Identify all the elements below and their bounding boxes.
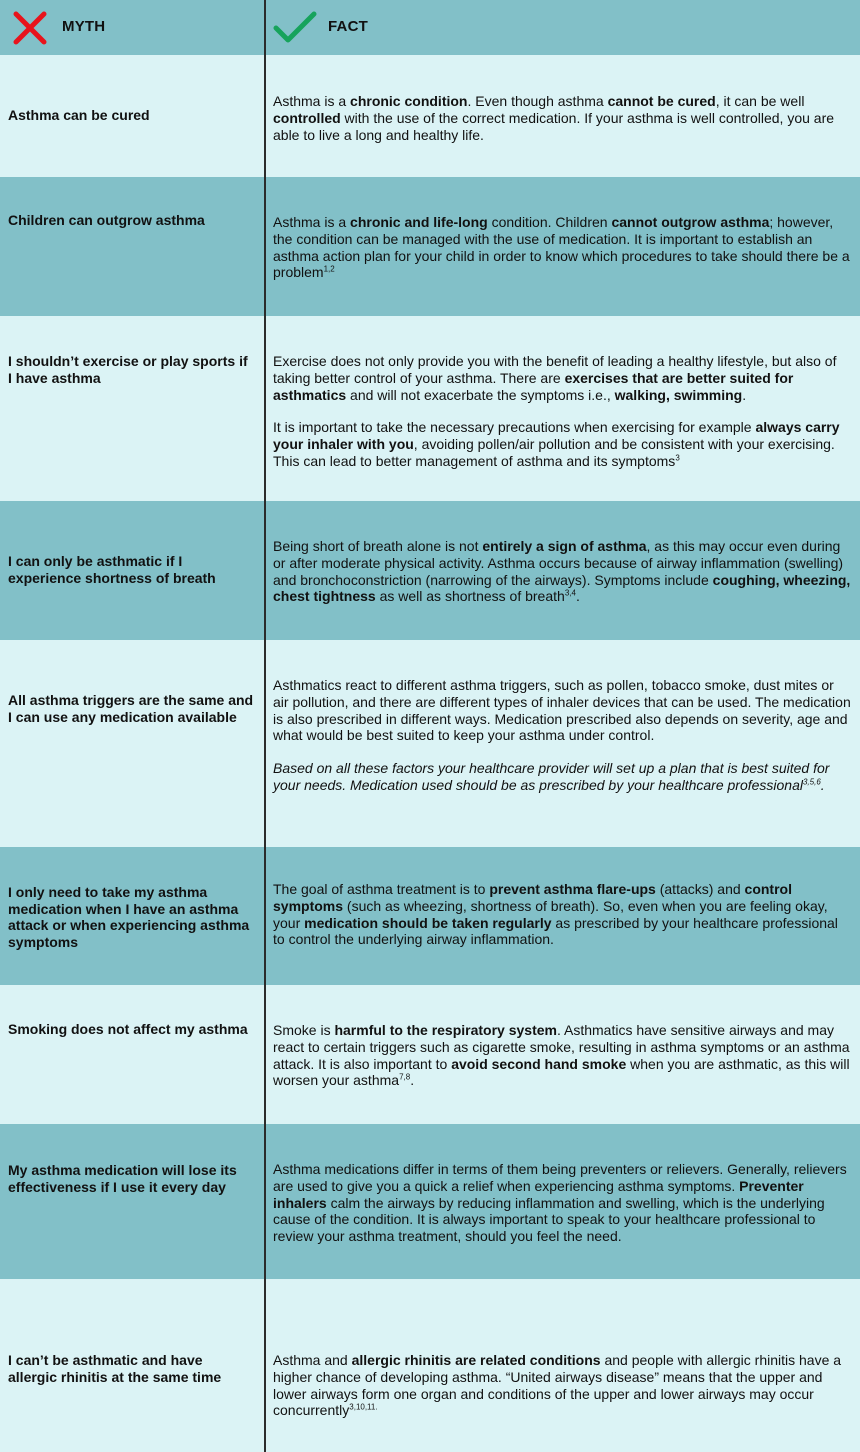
fact-column-header: FACT — [328, 18, 368, 35]
fact-text — [273, 93, 853, 143]
reference-superscript: 3,5,6 — [802, 777, 821, 787]
fact-paragraph — [273, 214, 853, 281]
emphasis-text: walking, swimming — [614, 386, 743, 403]
table-row — [0, 985, 860, 1124]
emphasis-text: coughing, wheezing, chest tightness — [273, 571, 851, 605]
emphasis-text: allergic rhinitis are related conditions — [351, 1352, 601, 1368]
fact-text-segment: . Even though asthma — [467, 93, 608, 109]
fact-paragraph — [273, 677, 853, 744]
fact-text-segment: Asthma and — [273, 1352, 352, 1368]
table-row — [0, 847, 860, 985]
emphasis-text: always carry your inhaler with you — [273, 419, 840, 453]
fact-text-segment: . Asthmatics have sensitive airways and may react to certain triggers such as cigarette smoke, resulting in asthma symptoms or an asthma attack. It is also important to — [273, 1022, 850, 1072]
fact-text — [273, 1022, 853, 1089]
fact-text-segment: . — [410, 1072, 415, 1089]
fact-text-segment: with the use of the correct medication. If your asthma is well controlled, you are able to live a long and healthy life. — [273, 109, 835, 143]
myth-text: I only need to take my asthma medication when I have an asthma attack or when experiencing asthma symptoms — [8, 884, 250, 950]
table-row — [0, 55, 860, 177]
fact-text-segment: , avoiding pollen/air pollution and be consistent with your exercising. This can lead to better management of asthma and its symptoms — [273, 436, 835, 469]
table-row — [0, 501, 860, 640]
emphasis-text: controlled — [273, 109, 341, 126]
fact-text-segment: Asthma medications differ in terms of them being preventers or relievers. Generally, relievers are used to give you a quick a relief when experiencing asthma symptoms. — [273, 1161, 847, 1194]
myth-text: My asthma medication will lose its effectiveness if I use it every day — [8, 1162, 237, 1195]
myth-text: I can only be asthmatic if I experience shortness of breath — [8, 553, 216, 586]
cross-icon — [12, 11, 48, 45]
myth-text: Children can outgrow asthma — [8, 212, 205, 228]
fact-text-segment: Exercise does not only provide you with the benefit of leading a healthy lifestyle, but also of taking better control of your asthma. There are — [273, 353, 837, 386]
fact-text — [273, 1161, 853, 1245]
fact-text-segment: condition. Children — [487, 214, 612, 230]
fact-text — [273, 881, 853, 948]
fact-text-segment: (such as wheezing, shortness of breath). So, even when you are feeling okay, your — [273, 897, 828, 931]
fact-text-segment: Based on all these factors your healthcare provider will set up a plan that is best suited for your needs. Medication used should be as prescribed by your healthcare professional — [273, 760, 830, 793]
myth-text: All asthma triggers are the same and I can use any medication available — [8, 692, 254, 725]
fact-text-segment: The goal of asthma treatment is to — [273, 881, 490, 897]
emphasis-text: medication should be taken regularly — [304, 914, 552, 931]
emphasis-text: entirely a sign of asthma — [482, 538, 647, 554]
table-row — [0, 1279, 860, 1452]
fact-text-segment: . — [742, 386, 747, 403]
fact-text-segment: Asthmatics react to different asthma triggers, such as pollen, tobacco smoke, dust mites or air pollution, and there are different types of inhaler devices that can be used. The medication is also prescribed in different ways. Medication prescribed also depends on severity, age and what would be best suited to keep your asthma under control. — [273, 677, 851, 744]
emphasis-text: chronic and life-long — [350, 214, 488, 230]
reference-superscript: 3,10,11. — [349, 1402, 378, 1412]
fact-text-segment: ; however, the condition can be managed with the use of medication. It is important to establish an asthma action plan for your child in order to know which procedures to take should there be a problem — [273, 214, 850, 281]
fact-paragraph — [273, 93, 853, 143]
fact-text — [273, 677, 853, 794]
emphasis-text: exercises that are better suited for asthmatics — [273, 369, 794, 403]
fact-paragraph — [273, 1161, 853, 1245]
column-divider — [264, 0, 266, 1452]
fact-text-segment: calm the airways by reducing inflammation and swelling, which is the underlying cause of the condition. It is always important to speak to your healthcare professional to review your asthma treatment, should you feel the need. — [273, 1194, 825, 1245]
emphasis-text: Preventer inhalers — [273, 1177, 804, 1211]
fact-text — [273, 214, 853, 281]
myth-column-header: MYTH — [62, 18, 106, 35]
fact-text-segment: , as this may occur even during or after moderate physical activity. Asthma occurs because of airway inflammation (swelling) and bronchoconstriction (narrowing of the airways). Symptoms include — [273, 538, 844, 588]
fact-text-segment: Asthma is a — [273, 93, 351, 109]
fact-text-segment: It is important to take the necessary precautions when exercising for example — [273, 419, 756, 436]
reference-superscript: 3 — [675, 453, 680, 463]
table-row — [0, 316, 860, 501]
fact-text-segment: , it can be well — [715, 93, 805, 109]
fact-text-segment: Smoke is — [273, 1022, 335, 1038]
fact-text — [273, 1352, 853, 1419]
fact-paragraph — [273, 538, 853, 605]
fact-text — [273, 353, 853, 470]
fact-text-segment: (attacks) and — [655, 881, 745, 897]
reference-superscript: 3,4 — [564, 588, 576, 598]
table-row — [0, 1124, 860, 1279]
fact-text — [273, 538, 853, 605]
myth-text: I shouldn’t exercise or play sports if I have asthma — [8, 353, 248, 386]
fact-text-segment: and will not exacerbate the symptoms i.e., — [346, 386, 615, 403]
emphasis-text: avoid second hand smoke — [451, 1055, 627, 1072]
fact-text-segment: . — [575, 588, 580, 605]
emphasis-text: cannot be cured — [607, 93, 716, 109]
emphasis-text: prevent asthma flare-ups — [489, 881, 656, 897]
fact-text-segment: Being short of breath alone is not — [273, 538, 483, 554]
emphasis-text: harmful to the respiratory system — [334, 1022, 557, 1038]
fact-text-segment: when you are asthmatic, as this will worsen your asthma — [273, 1055, 850, 1089]
fact-text-segment: as prescribed by your healthcare professional to control the underlying airway inflammation. — [273, 914, 838, 948]
fact-text-segment: Asthma is a — [273, 214, 351, 230]
emphasis-text: control symptoms — [273, 881, 792, 914]
fact-paragraph — [273, 419, 853, 469]
table-row — [0, 177, 860, 316]
fact-paragraph — [273, 1352, 853, 1419]
fact-text-segment: and people with allergic rhinitis have a higher chance of developing asthma. “United airways disease” means that the upper and lower airways form one organ and conditions of the upper and lower airways may occur concurrently — [273, 1352, 842, 1419]
fact-text-segment: as well as shortness of breath — [375, 588, 565, 605]
fact-paragraph — [273, 353, 853, 403]
check-icon — [272, 11, 318, 45]
table-header — [0, 0, 860, 55]
fact-paragraph — [273, 760, 853, 794]
reference-superscript: 1,2 — [323, 264, 335, 274]
myth-text: Smoking does not affect my asthma — [8, 1021, 248, 1037]
fact-text-segment: . — [820, 776, 825, 793]
emphasis-text: chronic condition — [350, 93, 468, 109]
emphasis-text: cannot outgrow asthma — [611, 214, 770, 230]
reference-superscript: 7,8 — [399, 1072, 411, 1082]
fact-paragraph — [273, 1022, 853, 1089]
table-row — [0, 640, 860, 847]
myth-text: Asthma can be cured — [8, 107, 150, 123]
fact-paragraph — [273, 881, 853, 948]
myth-text: I can’t be asthmatic and have allergic rhinitis at the same time — [8, 1352, 222, 1385]
